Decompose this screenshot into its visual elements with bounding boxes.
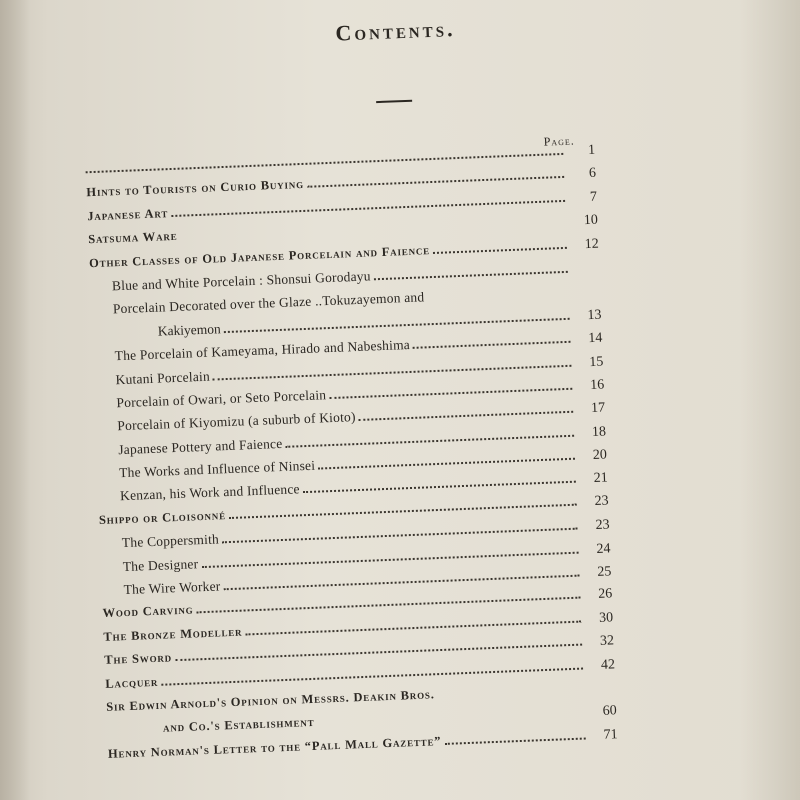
table-of-contents: [85, 139, 618, 766]
toc-entry-title: The Porcelain of Kameyama, Hirado and Nabeshima: [114, 337, 411, 364]
leader-dots: [438, 693, 584, 699]
toc-entry-title: Japanese Art: [87, 205, 169, 224]
leader-dots: [307, 176, 564, 188]
toc-page-number: 16: [589, 377, 605, 393]
toc-page-number: 21: [593, 470, 609, 487]
toc-entry-title: Hints to Tourists on Curio Buying: [86, 177, 305, 200]
toc-entry-title: Lacquer: [105, 674, 159, 691]
toc-entry-title: The Coppersmith: [121, 531, 220, 551]
toc-page-number: 20: [592, 447, 608, 464]
toc-page-number: 30: [598, 610, 614, 626]
toc-page-number: 7: [589, 189, 598, 205]
leader-dots: [329, 388, 572, 399]
leader-dots: [427, 296, 568, 301]
toc-page-number: 13: [587, 307, 602, 323]
toc-entry-title: The Designer: [122, 555, 199, 574]
toc-page-number: [590, 691, 616, 692]
leader-dots: [359, 411, 574, 421]
toc-entry-title: Wood Carving: [102, 602, 194, 621]
toc-entry-title: The Wire Worker: [123, 578, 221, 598]
toc-page-number: 32: [599, 633, 615, 650]
contents-page: [44, 0, 776, 800]
toc-entry-title: Henry Norman's Letter to the “Pall Mall Gazette”: [107, 733, 442, 761]
toc-entry-title: Kutani Porcelain: [115, 368, 211, 387]
toc-page-number: 23: [594, 493, 609, 509]
toc-entry-title: The Sword: [104, 650, 173, 668]
toc-entry-title: Blue and White Porcelain : Shonsui Gorodayu: [111, 268, 371, 294]
toc-entry-title: Porcelain Decorated over the Glaze ..Tokuzayemon and: [112, 289, 425, 317]
toc-entry-title: Porcelain of Kiyomizu (a suburb of Kioto): [117, 409, 356, 434]
leader-dots: [433, 246, 567, 253]
toc-page-number: 12: [584, 236, 600, 252]
toc-entry-title: Japanese Pottery and Faience: [118, 435, 283, 457]
toc-page-number: 14: [588, 330, 603, 347]
leader-dots: [444, 737, 585, 744]
toc-page-number: 1: [587, 142, 596, 158]
toc-entry-title: and Co.'s Establishment: [162, 715, 315, 736]
toc-entry-title: Sir Edwin Arnold's Opinion on Messrs. Deakin Bros.: [105, 687, 435, 714]
page-title: Contents.: [334, 15, 456, 46]
leader-dots: [374, 271, 568, 280]
toc-page-number: 17: [590, 400, 606, 417]
toc-entry-title: Kakiyemon: [157, 320, 222, 339]
page-column-label: Page.: [543, 133, 576, 149]
title-rule: [376, 100, 412, 103]
toc-page-number: 10: [583, 212, 599, 229]
toc-entry-title: Shippo or Cloisonné: [98, 508, 227, 527]
toc-page-number: [574, 272, 600, 273]
toc-entry-title: The Works and Influence of Ninsei: [118, 457, 316, 481]
toc-entry-title: Porcelain of Owari, or Seto Porcelain: [116, 387, 327, 411]
toc-page-number: 6: [588, 166, 597, 182]
toc-page-number: 71: [603, 727, 618, 743]
toc-page-number: [575, 295, 601, 296]
toc-page-number: 42: [600, 656, 616, 673]
toc-entry-title: Other Classes of Old Japanese Porcelain and Faience: [88, 242, 431, 270]
toc-page-number: 60: [602, 703, 618, 720]
leader-dots: [413, 341, 571, 349]
toc-page-number: 15: [589, 354, 604, 370]
toc-page-number: 18: [591, 424, 607, 440]
leader-dots: [318, 716, 585, 726]
toc-page-number: 25: [597, 564, 612, 580]
binding-shadow: [0, 0, 30, 800]
toc-page-number: 23: [595, 517, 610, 534]
toc-entry-title: Satsuma Ware: [87, 228, 178, 247]
toc-entry-title: Kenzan, his Work and Influence: [119, 481, 300, 504]
toc-page-number: 24: [596, 541, 611, 557]
toc-entry-title: The Bronze Modeller: [103, 624, 243, 644]
toc-page-number: 26: [597, 586, 613, 603]
